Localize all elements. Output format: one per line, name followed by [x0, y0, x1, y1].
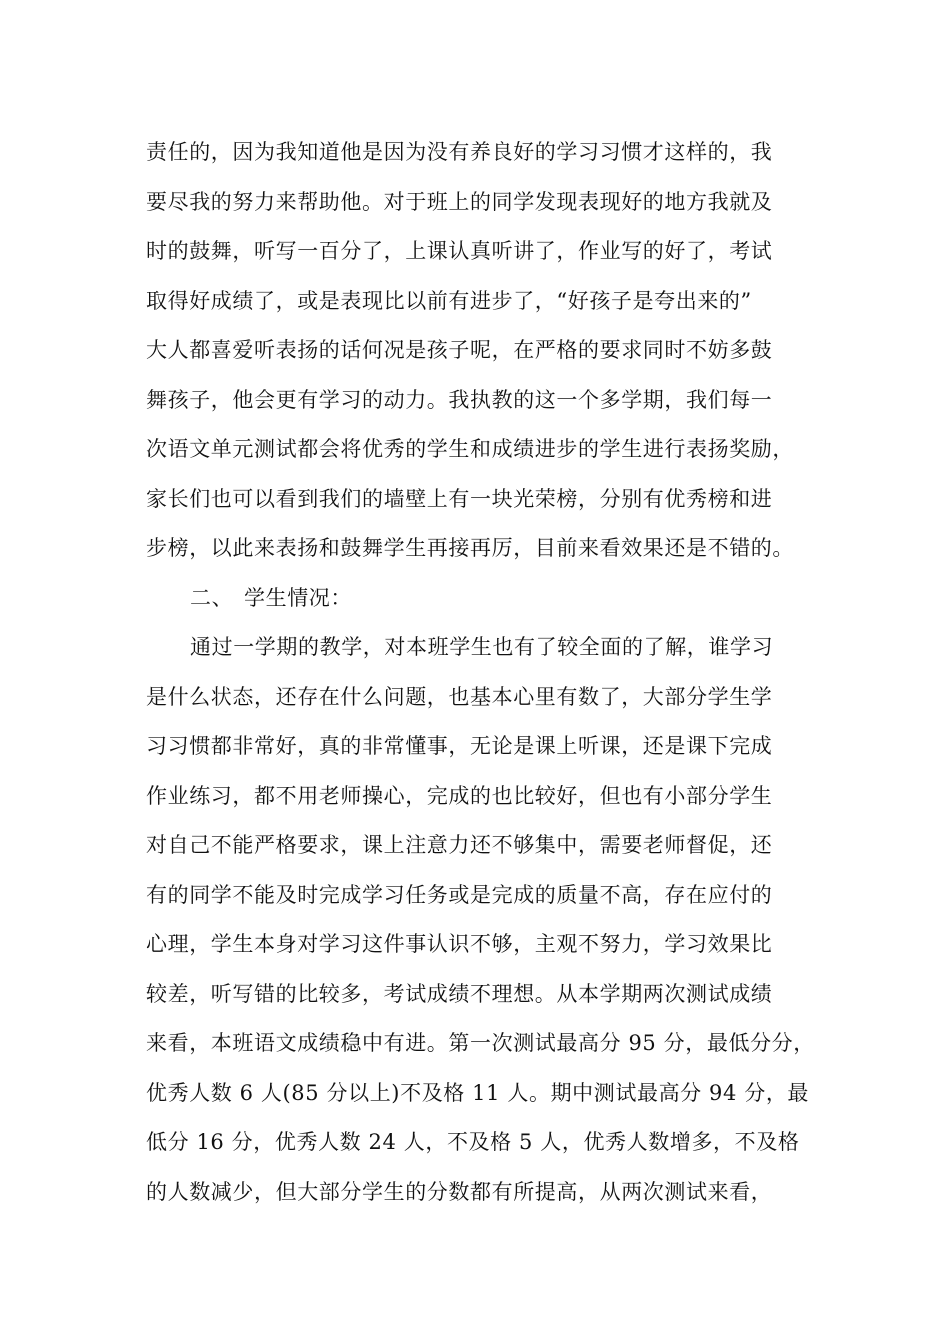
text-line: 取得好成绩了，或是表现比以前有进步了，“好孩子是夸出来的”	[146, 288, 752, 313]
text-line: 要尽我的努力来帮助他。对于班上的同学发现表现好的地方我就及	[146, 189, 773, 214]
text-line: 是什么状态，还存在什么问题，也基本心里有数了，大部分学生学	[146, 684, 773, 709]
text-line: 大人都喜爱听表扬的话何况是孩子呢，在严格的要求同时不妨多鼓	[146, 338, 773, 362]
text-line: 作业练习，都不用老师操心，完成的也比较好，但也有小部分学生	[146, 783, 773, 808]
text-line: 优秀人数 6 人(85 分以上)不及格 11 人。期中测试最高分 94 分，最	[146, 1080, 810, 1105]
text-line: 步榜，以此来表扬和鼓舞学生再接再厉，目前来看效果还是不错的。	[146, 536, 794, 560]
text-line: 较差，听写错的比较多，考试成绩不理想。从本学期两次测试成绩	[146, 981, 773, 1006]
text-line: 低分 16 分，优秀人数 24 人，不及格 5 人，优秀人数增多，不及格	[146, 1130, 800, 1154]
text-line: 时的鼓舞，听写一百分了，上课认真听讲了，作业写的好了，考试	[146, 239, 773, 263]
text-line: 责任的，因为我知道他是因为没有养良好的学习习惯才这样的，我	[146, 140, 773, 164]
text-line: 有的同学不能及时完成学习任务或是完成的质量不高，存在应付的	[146, 882, 773, 907]
text-line: 对自己不能严格要求，课上注意力还不够集中，需要老师督促，还	[146, 833, 773, 857]
text-line: 习习惯都非常好，真的非常懂事，无论是课上听课，还是课下完成	[146, 734, 773, 758]
text-line: 的人数减少，但大部分学生的分数都有所提高，从两次测试来看，	[146, 1179, 773, 1204]
section-title: 学生情况：	[244, 585, 352, 610]
text-line: 家长们也可以看到我们的墙壁上有一块光荣榜，分别有优秀榜和进	[146, 486, 773, 511]
text-line: 舞孩子，他会更有学习的动力。我执教的这一个多学期，我们每一	[146, 387, 773, 412]
section-heading	[146, 574, 816, 624]
document-body	[146, 128, 816, 1217]
text-line: 心理，学生本身对学习这件事认识不够，主观不努力，学习效果比	[146, 932, 773, 956]
text-line: 来看，本班语文成绩稳中有进。第一次测试最高分 95 分，最低分分，	[146, 1031, 815, 1055]
section-number: 二、	[190, 585, 234, 610]
paragraph-first-line: 通过一学期的教学，对本班学生也有了较全面的了解，谁学习	[190, 635, 774, 659]
text-line: 次语文单元测试都会将优秀的学生和成绩进步的学生进行表扬奖励，	[146, 437, 794, 461]
